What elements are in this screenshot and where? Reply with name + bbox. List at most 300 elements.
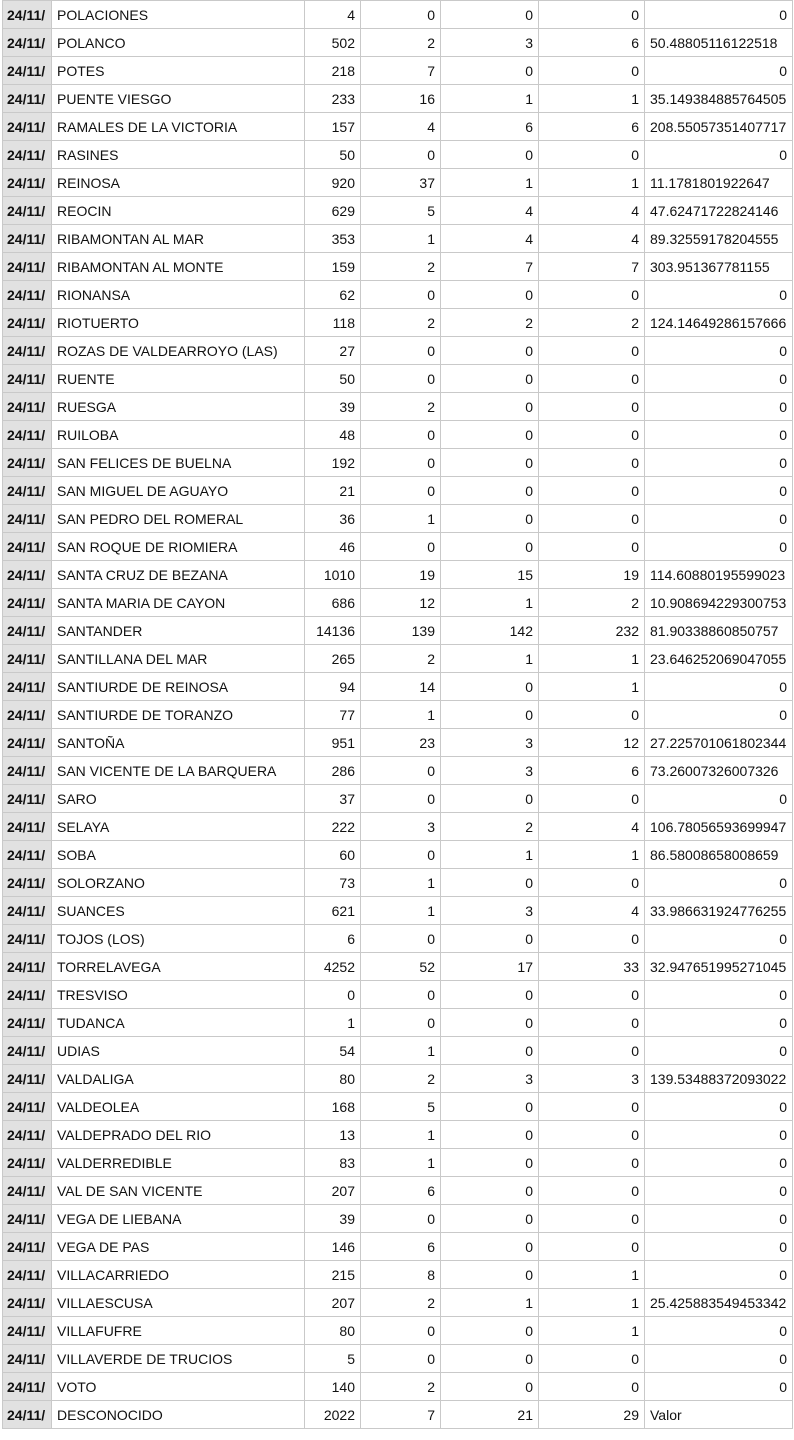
date-cell: 24/11/ bbox=[3, 141, 52, 169]
municipio-cell: VILLAFUFRE bbox=[52, 1317, 305, 1345]
date-cell: 24/11/ bbox=[3, 1149, 52, 1177]
table-row bbox=[3, 785, 793, 813]
table-row bbox=[3, 1205, 793, 1233]
value-cell: 0 bbox=[539, 785, 645, 813]
value-cell: 17 bbox=[441, 953, 539, 981]
value-cell: 48 bbox=[305, 421, 361, 449]
table-row bbox=[3, 365, 793, 393]
value-cell: 0 bbox=[441, 141, 539, 169]
table-row bbox=[3, 673, 793, 701]
table-row bbox=[3, 813, 793, 841]
value-cell: 12 bbox=[361, 589, 441, 617]
value-cell: 1 bbox=[441, 169, 539, 197]
table-row bbox=[3, 589, 793, 617]
municipio-cell: SARO bbox=[52, 785, 305, 813]
table-row bbox=[3, 617, 793, 645]
table-row bbox=[3, 533, 793, 561]
date-cell: 24/11/ bbox=[3, 897, 52, 925]
value-cell: 6 bbox=[441, 113, 539, 141]
value-cell: 1 bbox=[539, 1261, 645, 1289]
value-cell: 6 bbox=[305, 925, 361, 953]
rate-cell: 0 bbox=[645, 337, 793, 365]
rate-cell: 0 bbox=[645, 1261, 793, 1289]
value-cell: 0 bbox=[539, 925, 645, 953]
value-cell: 21 bbox=[305, 477, 361, 505]
value-cell: 7 bbox=[361, 1401, 441, 1429]
rate-cell: 89.32559178204555 bbox=[645, 225, 793, 253]
table-row bbox=[3, 1149, 793, 1177]
municipio-cell: TORRELAVEGA bbox=[52, 953, 305, 981]
date-cell: 24/11/ bbox=[3, 225, 52, 253]
value-cell: 265 bbox=[305, 645, 361, 673]
rate-cell: 0 bbox=[645, 533, 793, 561]
value-cell: 0 bbox=[441, 925, 539, 953]
date-cell: 24/11/ bbox=[3, 1345, 52, 1373]
value-cell: 1 bbox=[539, 85, 645, 113]
value-cell: 0 bbox=[539, 981, 645, 1009]
value-cell: 215 bbox=[305, 1261, 361, 1289]
value-cell: 1 bbox=[361, 505, 441, 533]
value-cell: 1 bbox=[361, 1149, 441, 1177]
value-cell: 0 bbox=[361, 365, 441, 393]
value-cell: 0 bbox=[539, 1009, 645, 1037]
date-cell: 24/11/ bbox=[3, 757, 52, 785]
rate-cell: 0 bbox=[645, 981, 793, 1009]
value-cell: 0 bbox=[441, 869, 539, 897]
municipio-cell: VILLAVERDE DE TRUCIOS bbox=[52, 1345, 305, 1373]
value-cell: 6 bbox=[539, 757, 645, 785]
municipio-cell: SAN MIGUEL DE AGUAYO bbox=[52, 477, 305, 505]
date-cell: 24/11/ bbox=[3, 1289, 52, 1317]
value-cell: 83 bbox=[305, 1149, 361, 1177]
value-cell: 142 bbox=[441, 617, 539, 645]
date-cell: 24/11/ bbox=[3, 57, 52, 85]
date-cell: 24/11/ bbox=[3, 953, 52, 981]
value-cell: 118 bbox=[305, 309, 361, 337]
municipio-cell: TRESVISO bbox=[52, 981, 305, 1009]
value-cell: 15 bbox=[441, 561, 539, 589]
value-cell: 0 bbox=[539, 477, 645, 505]
value-cell: 0 bbox=[539, 869, 645, 897]
rate-cell: 0 bbox=[645, 701, 793, 729]
municipio-cell: SANTA MARIA DE CAYON bbox=[52, 589, 305, 617]
municipio-cell: SAN VICENTE DE LA BARQUERA bbox=[52, 757, 305, 785]
table-row bbox=[3, 449, 793, 477]
table-row bbox=[3, 1121, 793, 1149]
table-row bbox=[3, 1345, 793, 1373]
municipio-cell: RAMALES DE LA VICTORIA bbox=[52, 113, 305, 141]
date-cell: 24/11/ bbox=[3, 1205, 52, 1233]
table-row bbox=[3, 1065, 793, 1093]
value-cell: 192 bbox=[305, 449, 361, 477]
value-cell: 0 bbox=[441, 1149, 539, 1177]
rate-cell: 0 bbox=[645, 925, 793, 953]
municipio-cell: SAN FELICES DE BUELNA bbox=[52, 449, 305, 477]
value-cell: 0 bbox=[441, 1205, 539, 1233]
municipio-cell: ROZAS DE VALDEARROYO (LAS) bbox=[52, 337, 305, 365]
value-cell: 0 bbox=[361, 981, 441, 1009]
value-cell: 7 bbox=[441, 253, 539, 281]
municipio-cell: SAN PEDRO DEL ROMERAL bbox=[52, 505, 305, 533]
value-cell: 36 bbox=[305, 505, 361, 533]
value-cell: 0 bbox=[441, 281, 539, 309]
value-cell: 1 bbox=[441, 841, 539, 869]
table-row bbox=[3, 1093, 793, 1121]
date-cell: 24/11/ bbox=[3, 645, 52, 673]
rate-cell: 303.951367781155 bbox=[645, 253, 793, 281]
table-row bbox=[3, 757, 793, 785]
rate-cell: 32.947651995271045 bbox=[645, 953, 793, 981]
value-cell: 0 bbox=[539, 365, 645, 393]
municipio-cell: RIBAMONTAN AL MAR bbox=[52, 225, 305, 253]
table-row bbox=[3, 701, 793, 729]
table-row bbox=[3, 1261, 793, 1289]
date-cell: 24/11/ bbox=[3, 673, 52, 701]
date-cell: 24/11/ bbox=[3, 1373, 52, 1401]
value-cell: 502 bbox=[305, 29, 361, 57]
rate-cell: 0 bbox=[645, 449, 793, 477]
value-cell: 29 bbox=[539, 1401, 645, 1429]
value-cell: 8 bbox=[361, 1261, 441, 1289]
date-cell: 24/11/ bbox=[3, 477, 52, 505]
value-cell: 5 bbox=[361, 197, 441, 225]
rate-cell: 50.48805116122518 bbox=[645, 29, 793, 57]
rate-cell: 0 bbox=[645, 1121, 793, 1149]
value-cell: 0 bbox=[539, 533, 645, 561]
municipio-cell: REINOSA bbox=[52, 169, 305, 197]
date-cell: 24/11/ bbox=[3, 785, 52, 813]
rate-cell: Valor bbox=[645, 1401, 793, 1429]
table-row bbox=[3, 141, 793, 169]
rate-cell: 23.646252069047055 bbox=[645, 645, 793, 673]
table-row bbox=[3, 729, 793, 757]
value-cell: 4 bbox=[361, 113, 441, 141]
value-cell: 6 bbox=[361, 1233, 441, 1261]
value-cell: 0 bbox=[539, 1345, 645, 1373]
value-cell: 233 bbox=[305, 85, 361, 113]
value-cell: 920 bbox=[305, 169, 361, 197]
value-cell: 0 bbox=[539, 449, 645, 477]
value-cell: 77 bbox=[305, 701, 361, 729]
municipio-cell: VAL DE SAN VICENTE bbox=[52, 1177, 305, 1205]
value-cell: 1 bbox=[361, 1121, 441, 1149]
municipio-cell: RASINES bbox=[52, 141, 305, 169]
rate-cell: 0 bbox=[645, 421, 793, 449]
value-cell: 4 bbox=[441, 225, 539, 253]
date-cell: 24/11/ bbox=[3, 869, 52, 897]
value-cell: 0 bbox=[441, 981, 539, 1009]
value-cell: 207 bbox=[305, 1289, 361, 1317]
value-cell: 0 bbox=[441, 337, 539, 365]
value-cell: 7 bbox=[539, 253, 645, 281]
date-cell: 24/11/ bbox=[3, 1037, 52, 1065]
table-row bbox=[3, 197, 793, 225]
value-cell: 207 bbox=[305, 1177, 361, 1205]
rate-cell: 0 bbox=[645, 505, 793, 533]
date-cell: 24/11/ bbox=[3, 505, 52, 533]
table-row bbox=[3, 253, 793, 281]
value-cell: 0 bbox=[441, 1037, 539, 1065]
value-cell: 6 bbox=[539, 29, 645, 57]
value-cell: 0 bbox=[361, 449, 441, 477]
value-cell: 0 bbox=[539, 1121, 645, 1149]
value-cell: 73 bbox=[305, 869, 361, 897]
municipio-cell: POLANCO bbox=[52, 29, 305, 57]
date-cell: 24/11/ bbox=[3, 113, 52, 141]
table-row bbox=[3, 1009, 793, 1037]
rate-cell: 0 bbox=[645, 1205, 793, 1233]
rate-cell: 27.225701061802344 bbox=[645, 729, 793, 757]
value-cell: 951 bbox=[305, 729, 361, 757]
value-cell: 46 bbox=[305, 533, 361, 561]
value-cell: 3 bbox=[441, 897, 539, 925]
table-row bbox=[3, 1233, 793, 1261]
table-row bbox=[3, 113, 793, 141]
value-cell: 50 bbox=[305, 365, 361, 393]
date-cell: 24/11/ bbox=[3, 589, 52, 617]
value-cell: 0 bbox=[441, 421, 539, 449]
value-cell: 0 bbox=[441, 393, 539, 421]
value-cell: 1010 bbox=[305, 561, 361, 589]
table-row bbox=[3, 281, 793, 309]
municipio-cell: SAN ROQUE DE RIOMIERA bbox=[52, 533, 305, 561]
value-cell: 139 bbox=[361, 617, 441, 645]
value-cell: 0 bbox=[361, 841, 441, 869]
table-row bbox=[3, 1, 793, 29]
value-cell: 0 bbox=[305, 981, 361, 1009]
value-cell: 0 bbox=[361, 757, 441, 785]
date-cell: 24/11/ bbox=[3, 1401, 52, 1429]
value-cell: 1 bbox=[539, 1317, 645, 1345]
value-cell: 0 bbox=[441, 1, 539, 29]
value-cell: 1 bbox=[539, 169, 645, 197]
municipio-cell: VALDALIGA bbox=[52, 1065, 305, 1093]
municipio-cell: RIONANSA bbox=[52, 281, 305, 309]
table-row bbox=[3, 393, 793, 421]
value-cell: 0 bbox=[361, 281, 441, 309]
value-cell: 16 bbox=[361, 85, 441, 113]
value-cell: 0 bbox=[361, 421, 441, 449]
value-cell: 1 bbox=[305, 1009, 361, 1037]
value-cell: 0 bbox=[539, 1093, 645, 1121]
value-cell: 0 bbox=[441, 449, 539, 477]
date-cell: 24/11/ bbox=[3, 1, 52, 29]
municipio-cell: SOLORZANO bbox=[52, 869, 305, 897]
value-cell: 4 bbox=[539, 197, 645, 225]
value-cell: 37 bbox=[361, 169, 441, 197]
value-cell: 2 bbox=[361, 1373, 441, 1401]
table-row bbox=[3, 1317, 793, 1345]
date-cell: 24/11/ bbox=[3, 561, 52, 589]
municipio-cell: RUILOBA bbox=[52, 421, 305, 449]
value-cell: 80 bbox=[305, 1065, 361, 1093]
value-cell: 37 bbox=[305, 785, 361, 813]
value-cell: 0 bbox=[361, 1009, 441, 1037]
value-cell: 1 bbox=[361, 701, 441, 729]
value-cell: 6 bbox=[361, 1177, 441, 1205]
rate-cell: 11.1781801922647 bbox=[645, 169, 793, 197]
value-cell: 0 bbox=[361, 337, 441, 365]
value-cell: 0 bbox=[539, 141, 645, 169]
table-row bbox=[3, 869, 793, 897]
municipio-cell: SANTILLANA DEL MAR bbox=[52, 645, 305, 673]
municipio-cell: RUESGA bbox=[52, 393, 305, 421]
value-cell: 0 bbox=[539, 337, 645, 365]
municipio-cell: POLACIONES bbox=[52, 1, 305, 29]
rate-cell: 0 bbox=[645, 1233, 793, 1261]
municipio-cell: PUENTE VIESGO bbox=[52, 85, 305, 113]
value-cell: 0 bbox=[539, 505, 645, 533]
rate-cell: 208.55057351407717 bbox=[645, 113, 793, 141]
rate-cell: 35.149384885764505 bbox=[645, 85, 793, 113]
table-row bbox=[3, 925, 793, 953]
value-cell: 0 bbox=[441, 533, 539, 561]
date-cell: 24/11/ bbox=[3, 29, 52, 57]
municipio-cell: VILLAESCUSA bbox=[52, 1289, 305, 1317]
value-cell: 3 bbox=[441, 729, 539, 757]
value-cell: 0 bbox=[539, 1149, 645, 1177]
value-cell: 0 bbox=[441, 1261, 539, 1289]
value-cell: 168 bbox=[305, 1093, 361, 1121]
rate-cell: 0 bbox=[645, 1037, 793, 1065]
value-cell: 0 bbox=[441, 477, 539, 505]
value-cell: 140 bbox=[305, 1373, 361, 1401]
date-cell: 24/11/ bbox=[3, 1121, 52, 1149]
value-cell: 0 bbox=[539, 701, 645, 729]
value-cell: 232 bbox=[539, 617, 645, 645]
table-row bbox=[3, 57, 793, 85]
value-cell: 4252 bbox=[305, 953, 361, 981]
table-row bbox=[3, 981, 793, 1009]
value-cell: 94 bbox=[305, 673, 361, 701]
value-cell: 3 bbox=[441, 757, 539, 785]
rate-cell: 114.60880195599023 bbox=[645, 561, 793, 589]
value-cell: 3 bbox=[361, 813, 441, 841]
value-cell: 0 bbox=[361, 533, 441, 561]
table-row bbox=[3, 645, 793, 673]
data-table bbox=[2, 0, 793, 1429]
municipio-cell: SANTOÑA bbox=[52, 729, 305, 757]
value-cell: 7 bbox=[361, 57, 441, 85]
value-cell: 0 bbox=[539, 1, 645, 29]
value-cell: 4 bbox=[539, 225, 645, 253]
date-cell: 24/11/ bbox=[3, 1093, 52, 1121]
value-cell: 0 bbox=[361, 785, 441, 813]
value-cell: 0 bbox=[441, 701, 539, 729]
value-cell: 0 bbox=[539, 281, 645, 309]
rate-cell: 0 bbox=[645, 1345, 793, 1373]
value-cell: 1 bbox=[539, 841, 645, 869]
value-cell: 0 bbox=[539, 1177, 645, 1205]
municipio-cell: VALDERREDIBLE bbox=[52, 1149, 305, 1177]
value-cell: 39 bbox=[305, 393, 361, 421]
municipio-cell: TOJOS (LOS) bbox=[52, 925, 305, 953]
value-cell: 1 bbox=[361, 1037, 441, 1065]
rate-cell: 0 bbox=[645, 673, 793, 701]
value-cell: 12 bbox=[539, 729, 645, 757]
date-cell: 24/11/ bbox=[3, 309, 52, 337]
rate-cell: 0 bbox=[645, 141, 793, 169]
table-row bbox=[3, 337, 793, 365]
value-cell: 2 bbox=[361, 309, 441, 337]
date-cell: 24/11/ bbox=[3, 1261, 52, 1289]
value-cell: 5 bbox=[361, 1093, 441, 1121]
value-cell: 62 bbox=[305, 281, 361, 309]
value-cell: 2 bbox=[361, 393, 441, 421]
value-cell: 2 bbox=[361, 1065, 441, 1093]
value-cell: 0 bbox=[539, 1037, 645, 1065]
table-row bbox=[3, 1037, 793, 1065]
date-cell: 24/11/ bbox=[3, 813, 52, 841]
date-cell: 24/11/ bbox=[3, 1177, 52, 1205]
value-cell: 0 bbox=[361, 1205, 441, 1233]
date-cell: 24/11/ bbox=[3, 1009, 52, 1037]
value-cell: 14 bbox=[361, 673, 441, 701]
value-cell: 19 bbox=[361, 561, 441, 589]
table-row bbox=[3, 897, 793, 925]
value-cell: 0 bbox=[361, 1, 441, 29]
rate-cell: 0 bbox=[645, 57, 793, 85]
value-cell: 0 bbox=[441, 1373, 539, 1401]
table-row bbox=[3, 841, 793, 869]
value-cell: 0 bbox=[441, 673, 539, 701]
table-row bbox=[3, 561, 793, 589]
value-cell: 0 bbox=[441, 505, 539, 533]
table-row bbox=[3, 1401, 793, 1429]
value-cell: 1 bbox=[361, 869, 441, 897]
value-cell: 0 bbox=[441, 1317, 539, 1345]
date-cell: 24/11/ bbox=[3, 729, 52, 757]
date-cell: 24/11/ bbox=[3, 393, 52, 421]
value-cell: 2 bbox=[539, 589, 645, 617]
value-cell: 0 bbox=[539, 57, 645, 85]
municipio-cell: SANTIURDE DE TORANZO bbox=[52, 701, 305, 729]
municipio-cell: DESCONOCIDO bbox=[52, 1401, 305, 1429]
value-cell: 0 bbox=[361, 925, 441, 953]
value-cell: 0 bbox=[441, 1009, 539, 1037]
value-cell: 33 bbox=[539, 953, 645, 981]
value-cell: 2022 bbox=[305, 1401, 361, 1429]
date-cell: 24/11/ bbox=[3, 841, 52, 869]
rate-cell: 106.78056593699947 bbox=[645, 813, 793, 841]
date-cell: 24/11/ bbox=[3, 925, 52, 953]
value-cell: 0 bbox=[539, 1373, 645, 1401]
rate-cell: 0 bbox=[645, 869, 793, 897]
rate-cell: 10.908694229300753 bbox=[645, 589, 793, 617]
value-cell: 1 bbox=[361, 897, 441, 925]
municipio-cell: VEGA DE PAS bbox=[52, 1233, 305, 1261]
rate-cell: 139.53488372093022 bbox=[645, 1065, 793, 1093]
value-cell: 39 bbox=[305, 1205, 361, 1233]
table-body bbox=[3, 1, 793, 1429]
value-cell: 686 bbox=[305, 589, 361, 617]
date-cell: 24/11/ bbox=[3, 981, 52, 1009]
value-cell: 52 bbox=[361, 953, 441, 981]
date-cell: 24/11/ bbox=[3, 197, 52, 225]
table-row bbox=[3, 505, 793, 533]
rate-cell: 0 bbox=[645, 1177, 793, 1205]
value-cell: 0 bbox=[361, 1317, 441, 1345]
date-cell: 24/11/ bbox=[3, 281, 52, 309]
value-cell: 157 bbox=[305, 113, 361, 141]
value-cell: 0 bbox=[361, 141, 441, 169]
value-cell: 1 bbox=[441, 85, 539, 113]
rate-cell: 0 bbox=[645, 785, 793, 813]
value-cell: 1 bbox=[441, 1289, 539, 1317]
value-cell: 1 bbox=[441, 589, 539, 617]
value-cell: 1 bbox=[441, 645, 539, 673]
municipio-cell: UDIAS bbox=[52, 1037, 305, 1065]
